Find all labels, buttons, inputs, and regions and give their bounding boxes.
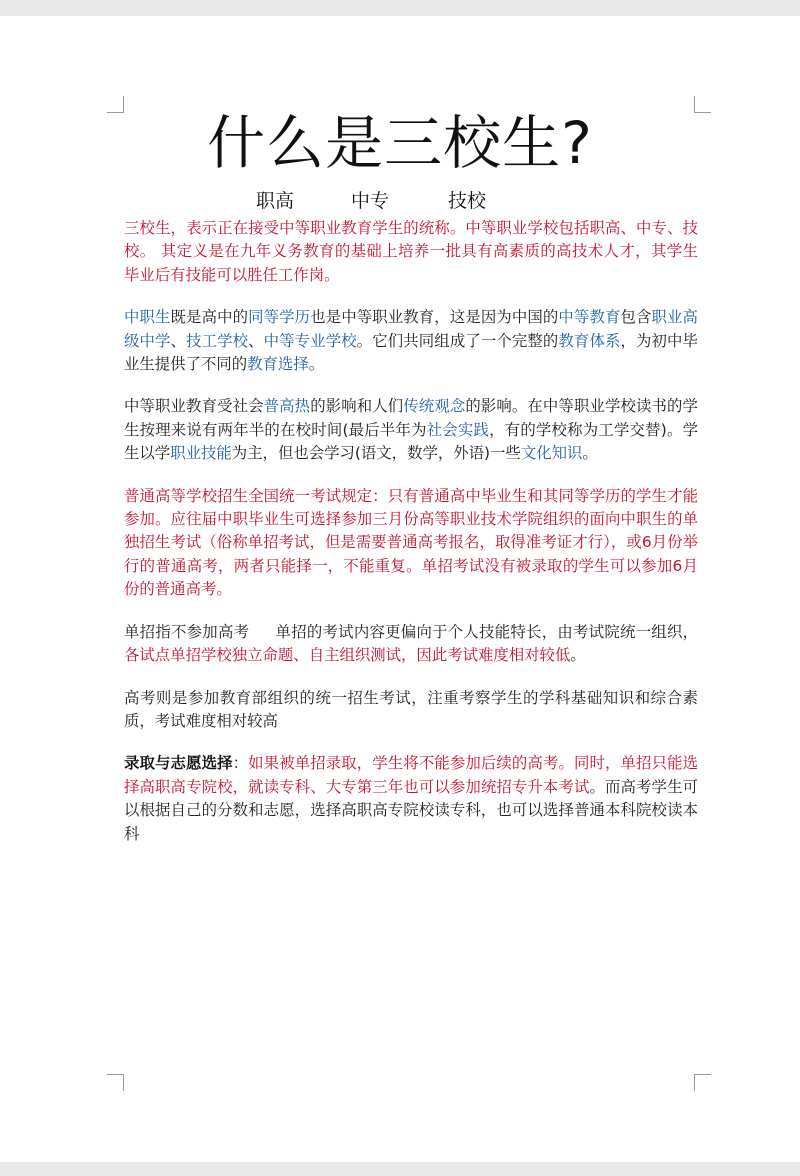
highlight-text: 普通高等学校招生全国统一考试规定：只有普通高中毕业生和其同等学历的学生才能参加。应往届中职毕业生可选择参加三月份高等职业技术学院组织的面向中职生的单独招生考试（俗称单招考试，但是需要普通高考报名，取得准考证才行），或6月份举行的普通高考，两者只能择一，不能重复。单招考试没有被录取的学生可以参加6月份的普通高考。: [124, 486, 698, 599]
term-link[interactable]: 社会实践: [426, 420, 490, 439]
paragraph-exam-rules: [124, 485, 698, 602]
highlight-text: 如果被单招录取，学生将不能参加后续的高考。同时，单招只能选择高职高专院校，就读专科、大专第三年也可以参加统招专升本考试: [124, 754, 698, 796]
body-text: 也是中等职业教育，这是因为中国的: [310, 308, 559, 327]
term-link[interactable]: 职业高级中学: [124, 308, 698, 350]
term-link[interactable]: 教育体系: [558, 331, 621, 350]
body-text: ，有的学校称为工学交替)。学生以学: [124, 420, 698, 463]
body-text: 。而高考学生可以根据自己的分数和志愿，选择高职高专院校读专科，也可以选择普通本科院校读本科: [124, 777, 698, 843]
document-page: [0, 16, 800, 1162]
highlight-text: 三校生，表示正在接受中等职业教育学生的统称。中等职业学校包括职高、中专、技校。 其定义是在九年义务教育的基础上培养一批具有高素质的高技术人才，其学生毕业后有技能可以胜任工作岗。: [124, 219, 698, 284]
document-body: [124, 217, 698, 865]
term-link[interactable]: 中职生: [124, 308, 171, 327]
body-text: 高考则是参加教育部组织的统一招生考试，注重考察学生的学科基础知识和综合素质，考试难度相对较高: [124, 688, 698, 730]
term-link[interactable]: 普高热: [263, 397, 311, 416]
term-link[interactable]: 教育选择: [247, 355, 309, 374]
paragraph-definition: [124, 217, 698, 287]
body-text: 、: [170, 331, 187, 350]
body-text: 单招指不参加高考: [124, 622, 250, 641]
subtitle-item: 技校: [448, 190, 487, 212]
term-link[interactable]: 职业技能: [170, 444, 232, 463]
term-link[interactable]: 文化知识: [520, 444, 583, 463]
subtitle-row: [256, 188, 486, 214]
highlight-text: 各试点单招学校独立命题、自主组织测试，因此考试难度相对较低: [124, 646, 571, 665]
bold-heading: 录取与志愿选择: [124, 754, 233, 773]
body-text: 的影响和人们: [310, 397, 404, 416]
term-link[interactable]: 中等专业学校: [263, 331, 357, 350]
subtitle-item: 中专: [351, 190, 390, 212]
body-text: 中等职业教育受社会: [124, 397, 264, 416]
body-text: 。: [570, 646, 586, 665]
body-text: 单招的考试内容更偏向于个人技能特长，由考试院统一组织，: [275, 622, 698, 641]
document-title: 什么是三校生?: [207, 109, 593, 177]
body-text: 。它们共同组成了一个完整的: [356, 331, 559, 350]
crop-mark-bottom-left: [107, 1074, 124, 1091]
paragraph-gaokao: [124, 687, 698, 734]
subtitle-item: 职高: [256, 190, 295, 212]
paragraph-influence: [124, 395, 698, 465]
body-text: ：: [232, 754, 249, 773]
body-text: 为主，但也会学习(语文，数学，外语)一些: [231, 444, 521, 463]
body-text: 、: [248, 331, 264, 350]
body-text: 的影响。在中等职业学校读书的学生按理来说有两年半的在校时间(最后半年为: [124, 397, 698, 439]
paragraph-single-enrollment: [124, 621, 698, 668]
term-link[interactable]: 同等学历: [248, 308, 311, 327]
body-text: 。: [582, 444, 598, 463]
term-link[interactable]: 传统观念: [403, 397, 466, 416]
paragraph-vocational: [124, 306, 698, 376]
body-text: 。: [308, 355, 325, 374]
crop-mark-bottom-right: [694, 1074, 711, 1091]
body-text: ，为初中毕业生提供了不同的: [124, 331, 698, 374]
body-text: 包含: [620, 308, 652, 327]
term-link[interactable]: 技工学校: [186, 331, 249, 350]
paragraph-admission: [124, 752, 698, 846]
body-text: 既是高中的: [170, 308, 249, 327]
term-link[interactable]: 中等教育: [558, 308, 621, 327]
